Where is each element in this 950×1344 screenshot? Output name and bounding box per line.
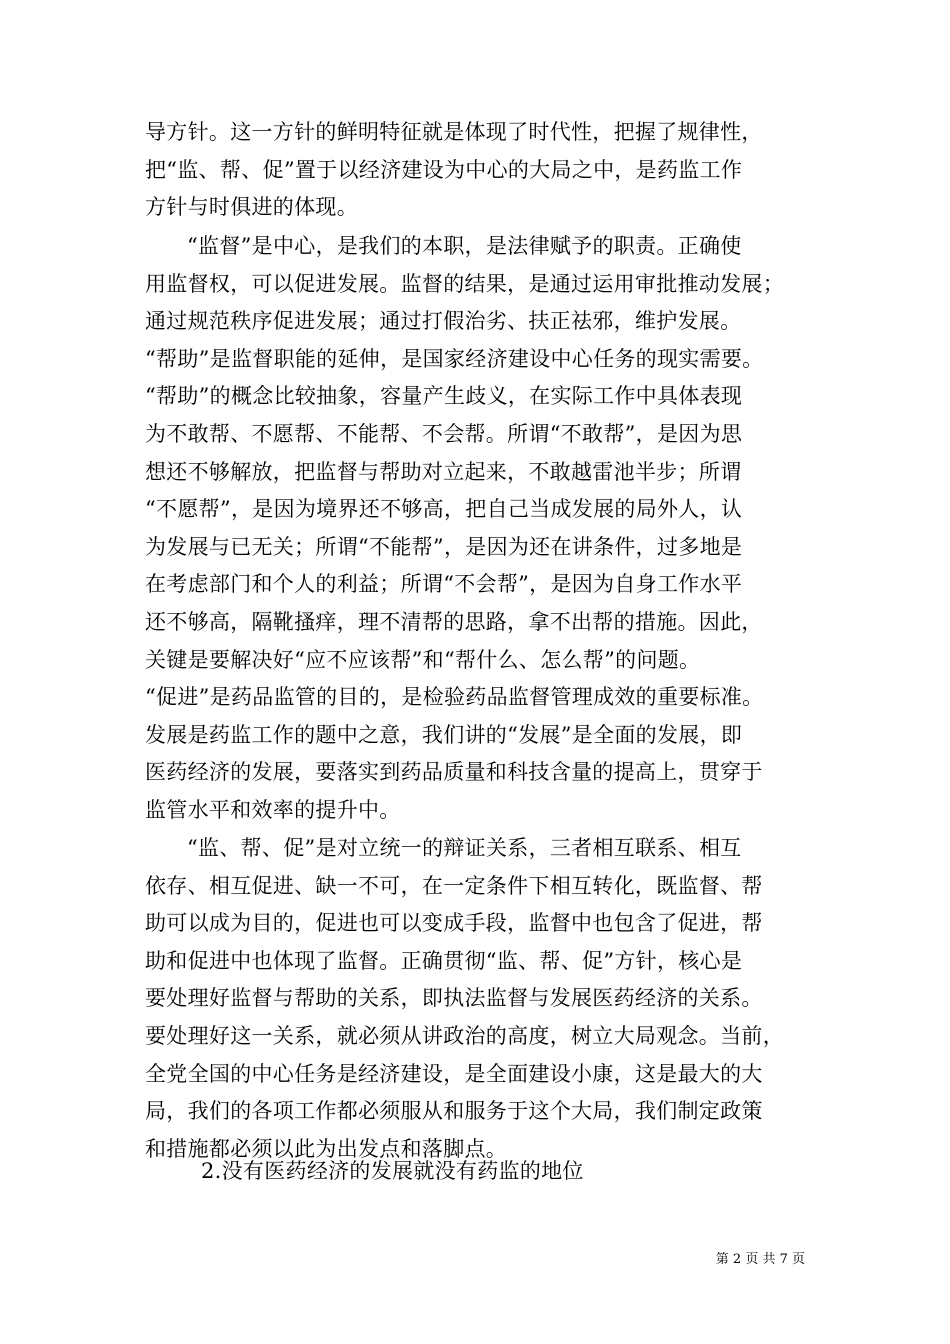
paragraph-supervision [145,228,815,830]
text-line: 要处理好监督与帮助的关系，即执法监督与发展医药经济的关系。 [145,986,763,1011]
text-line: 发展是药监工作的题中之意，我们讲的“发展”是全面的发展，即 [145,722,743,747]
text-line: 在考虑部门和个人的利益；所谓“不会帮”，是因为自身工作水平 [145,572,743,597]
text-line: “监、帮、促”是对立统一的辩证关系，三者相互联系、相互 [187,836,742,860]
text-line: “不愿帮”，是因为境界还不够高，把自己当成发展的局外人，认 [145,497,743,522]
page-number-footer: 第 2 页 共 7 页 [715,1252,805,1267]
text-line: 关键是要解决好“应不应该帮”和“帮什么、怎么帮”的问题。 [145,647,701,672]
text-line: 要处理好这一关系，就必须从讲政治的高度，树立大局观念。当前， [145,1023,784,1048]
text-line: 助可以成为目的，促进也可以变成手段，监督中也包含了促进，帮 [145,911,763,936]
text-line: 通过规范秩序促进发展；通过打假治劣、扶正祛邪，维护发展。 [145,309,742,334]
text-line: “帮助”是监督职能的延伸，是国家经济建设中心任务的现实需要。 [145,346,764,371]
heading-line: 2.没有医药经济的发展就没有药监的地位 [201,1159,584,1183]
text-line: 全党全国的中心任务是经济建设，是全面建设小康，这是最大的大 [145,1061,763,1086]
text-line: 为不敢帮、不愿帮、不能帮、不会帮。所谓“不敢帮”，是因为思 [145,421,743,446]
text-line: 还不够高，隔靴搔痒，理不清帮的思路，拿不出帮的措施。因此， [145,609,763,634]
paragraph-guideline [145,114,815,227]
text-line: “促进”是药品监管的目的，是检验药品监督管理成效的重要标准。 [145,685,764,710]
text-line: “监督”是中心，是我们的本职，是法律赋予的职责。正确使 [187,234,742,258]
text-line: 方针与时俱进的体现。 [145,195,358,220]
section-heading [145,1153,815,1191]
text-line: 用监督权，可以促进发展。监督的结果，是通过运用审批推动发展； [145,271,784,296]
text-line: 想还不够解放，把监督与帮助对立起来，不敢越雷池半步；所谓 [145,459,742,484]
text-line: 医药经济的发展，要落实到药品质量和科技含量的提高上，贯穿于 [145,760,763,785]
text-line: 为发展与已无关；所谓“不能帮”，是因为还在讲条件，过多地是 [145,534,743,559]
text-line: 导方针。这一方针的鲜明特征就是体现了时代性，把握了规律性， [145,120,763,144]
paragraph-dialectic [145,830,815,1168]
text-line: 助和促进中也体现了监督。正确贯彻“监、帮、促”方针，核心是 [145,948,743,973]
text-line: 监管水平和效率的提升中。 [145,797,401,822]
text-line: “帮助”的概念比较抽象，容量产生歧义，在实际工作中具体表现 [145,384,743,409]
text-line: 把“监、帮、促”置于以经济建设为中心的大局之中，是药监工作 [145,157,743,182]
text-line: 依存、相互促进、缺一不可，在一定条件下相互转化，既监督、帮 [145,873,763,898]
text-line: 和措施都必须以此为出发点和落脚点。 [145,1136,508,1161]
text-line: 局，我们的各项工作都必须服从和服务于这个大局，我们制定政策 [145,1099,763,1124]
